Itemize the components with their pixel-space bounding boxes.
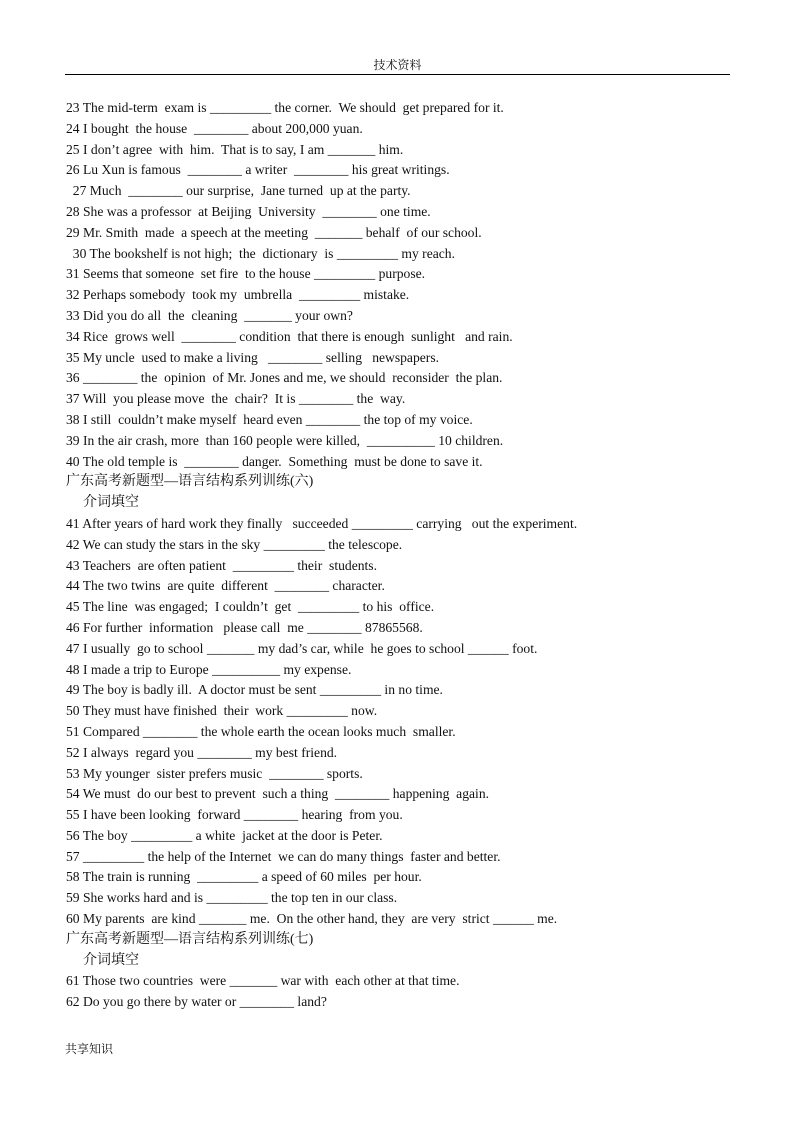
exercise-item: 55 I have been looking forward ________ hearing from you. — [66, 807, 403, 823]
exercise-item: 36 ________ the opinion of Mr. Jones and me, we should reconsider the plan. — [66, 370, 503, 386]
exercise-item: 47 I usually go to school _______ my dad’s car, while he goes to school ______ foot. — [66, 640, 538, 656]
exercise-item: 61 Those two countries were _______ war with each other at that time. — [66, 973, 460, 989]
page-footer: 共享知识 — [65, 1042, 114, 1056]
exercise-item: 35 My uncle used to make a living ________ selling newspapers. — [66, 349, 440, 365]
document-body — [66, 98, 746, 1013]
exercise-item: 41 After years of hard work they finally succeeded _________ carrying out the experiment. — [66, 515, 578, 531]
exercise-item: 50 They must have finished their work _________ now. — [66, 703, 378, 719]
exercise-item: 45 The line was engaged; I couldn’t get _________ to his office. — [66, 599, 435, 615]
page-header: 技术资料 — [373, 58, 422, 72]
exercise-item: 46 For further information please call me ________ 87865568. — [66, 619, 423, 635]
section-subtitle: 介词填空 — [83, 952, 139, 968]
exercise-item: 29 Mr. Smith made a speech at the meeting _______ behalf of our school. — [66, 224, 482, 240]
exercise-item: 56 The boy _________ a white jacket at the door is Peter. — [66, 827, 383, 843]
section-subtitle: 介词填空 — [83, 495, 139, 511]
exercise-item: 31 Seems that someone set fire to the house _________ purpose. — [66, 266, 426, 282]
exercise-item: 24 I bought the house ________ about 200,000 yuan. — [66, 120, 363, 136]
exercise-item: 27 Much ________ our surprise, Jane turned up at the party. — [66, 183, 411, 199]
exercise-item: 60 My parents are kind _______ me. On the other hand, they are very strict ______ me. — [66, 911, 558, 927]
exercise-item: 25 I don’t agree with him. That is to say, I am _______ him. — [66, 141, 404, 157]
exercise-item: 62 Do you go there by water or ________ land? — [66, 994, 327, 1010]
exercise-item: 28 She was a professor at Beijing University ________ one time. — [66, 203, 431, 219]
exercise-item: 33 Did you do all the cleaning _______ your own? — [66, 307, 353, 323]
exercise-item: 38 I still couldn’t make myself heard even ________ the top of my voice. — [66, 411, 473, 427]
exercise-item: 59 She works hard and is _________ the top ten in our class. — [66, 890, 398, 906]
exercise-item: 51 Compared ________ the whole earth the ocean looks much smaller. — [66, 723, 456, 739]
exercise-item: 53 My younger sister prefers music ________ sports. — [66, 765, 363, 781]
exercise-item: 54 We must do our best to prevent such a thing ________ happening again. — [66, 786, 490, 802]
section-title: 广东高考新题型—语言结构系列训练(七) — [66, 931, 314, 947]
exercise-item: 58 The train is running _________ a speed of 60 miles per hour. — [66, 869, 422, 885]
header-divider — [65, 74, 730, 75]
exercise-item: 39 In the air crash, more than 160 people were killed, __________ 10 children. — [66, 432, 504, 448]
exercise-item: 49 The boy is badly ill. A doctor must be sent _________ in no time. — [66, 682, 443, 698]
exercise-item: 30 The bookshelf is not high; the dictionary is _________ my reach. — [66, 245, 456, 261]
exercise-item: 40 The old temple is ________ danger. Something must be done to save it. — [66, 453, 483, 469]
exercise-item: 26 Lu Xun is famous ________ a writer ________ his great writings. — [66, 162, 450, 178]
exercise-item: 34 Rice grows well ________ condition that there is enough sunlight and rain. — [66, 328, 513, 344]
exercise-item: 48 I made a trip to Europe __________ my expense. — [66, 661, 352, 677]
exercise-item: 42 We can study the stars in the sky _________ the telescope. — [66, 536, 403, 552]
exercise-item: 44 The two twins are quite different ________ character. — [66, 578, 385, 594]
section-title: 广东高考新题型—语言结构系列训练(六) — [66, 474, 314, 490]
exercise-item: 23 The mid-term exam is _________ the corner. We should get prepared for it. — [66, 100, 504, 115]
exercise-item: 57 _________ the help of the Internet we can do many things faster and better. — [66, 848, 501, 864]
exercise-item: 37 Will you please move the chair? It is ________ the way. — [66, 391, 406, 407]
exercise-item: 52 I always regard you ________ my best friend. — [66, 744, 338, 760]
exercise-item: 32 Perhaps somebody took my umbrella _________ mistake. — [66, 287, 410, 303]
exercise-item: 43 Teachers are often patient _________ their students. — [66, 557, 377, 573]
